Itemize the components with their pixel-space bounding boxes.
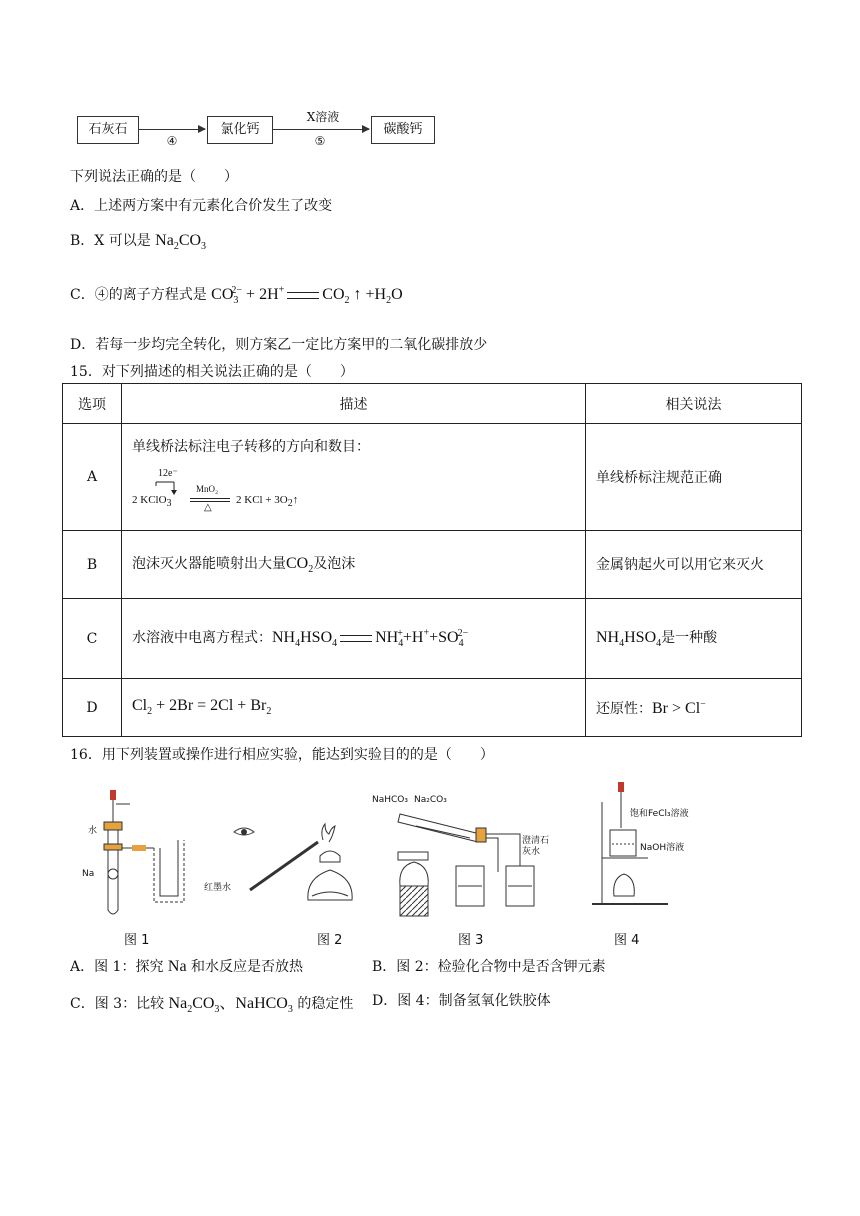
figure-4-caption: 图 4 — [614, 933, 640, 948]
single-bridge-equation — [132, 468, 372, 514]
q14-option-d: D．若每一步均完全转化，则方案乙一定比方案甲的二氧化碳排放少 — [70, 337, 488, 353]
figure-1-apparatus — [84, 790, 244, 920]
q16-option-b: B．图 2：检验化合物中是否含钾元素 — [372, 959, 606, 975]
q14-option-a: A．上述两方案中有元素化合价发生了改变 — [70, 198, 333, 214]
row-d-label: D — [63, 679, 122, 737]
flow-arrow-step5 — [273, 129, 369, 130]
fig1-ink-label: 红墨水 — [204, 883, 232, 893]
electron-count: 12e⁻ — [158, 468, 178, 479]
q16-option-a-prefix: A．图 1：探究 — [70, 959, 168, 975]
q15-stem: 15．对下列描述的相关说法正确的是（ ） — [70, 364, 354, 380]
figure-1-caption: 图 1 — [124, 933, 150, 948]
fig3-limewater-label: 澄清石灰水 — [522, 836, 550, 857]
row-c-comment — [586, 599, 802, 679]
header-description: 描述 — [122, 384, 586, 424]
row-b-description — [122, 531, 586, 599]
reactant-kclo3: 2 KClO$_3$ — [132, 494, 172, 510]
q16-option-c — [70, 990, 353, 1015]
table-row-d — [63, 679, 802, 737]
fig4-fecl3-label: 饱和FeCl₃溶液 — [630, 809, 689, 819]
ionization-equation: $NH_4HSO_4$ $NH_4^++H^++SO_4^{2-}$ — [272, 628, 469, 650]
q15-table — [62, 383, 802, 737]
row-a-description-text: 单线桥法标注电子转移的方向和数目： — [132, 439, 370, 455]
row-c-comment-suffix: 是一种酸 — [661, 630, 718, 647]
flow-step4-label: ④ — [166, 134, 178, 148]
row-c-label: C — [63, 599, 122, 679]
table-header-row — [63, 384, 802, 424]
fig3-na2co3-label: Na₂CO₃ — [414, 795, 447, 805]
flow-step5-label: ⑤ — [314, 134, 326, 148]
catalyst-mno2: MnO₂ — [196, 484, 219, 494]
ionic-equation: $CO_3^{2-} + 2H^+$ $CO_2$ ↑ $+H_2O$ — [211, 284, 403, 307]
table-row-c — [63, 599, 802, 679]
element-na: Na — [167, 958, 187, 975]
products: 2 KCl + $3O_2↑$ — [236, 494, 299, 510]
fig3-nahco3-label: NaHCO₃ — [372, 795, 408, 805]
formula-na2co3: $Na_2CO_3$ — [155, 232, 207, 253]
q14-option-b-text: B．X 可以是 — [70, 233, 156, 249]
flow-reagent-label: X溶液 — [306, 110, 340, 124]
formula-na2co3-nahco3: $Na_2CO_3$、NaHCO$_3$ — [168, 995, 293, 1016]
figure-2-caption: 图 2 — [317, 933, 343, 948]
fig4-naoh-label: NaOH溶液 — [640, 843, 685, 853]
row-c-description-prefix: 水溶液中电离方程式： — [132, 630, 272, 647]
row-b-label: B — [63, 531, 122, 599]
q16-option-c-prefix: C．图 3：比较 — [70, 996, 169, 1012]
heat-symbol: △ — [204, 502, 212, 513]
reducibility-comparison: Br > Cl− — [652, 698, 706, 717]
q16-option-c-suffix: 的稳定性 — [292, 996, 354, 1012]
formula-nh4hso4: $NH_4HSO_4$ — [596, 629, 662, 650]
q14-stem: 下列说法正确的是（ ） — [70, 169, 238, 185]
row-d-comment-prefix: 还原性： — [596, 700, 652, 717]
fig1-na-label: Na — [82, 869, 95, 879]
row-d-comment — [586, 679, 802, 737]
table-row-b — [63, 531, 802, 599]
row-a-label: A — [63, 424, 122, 531]
header-option: 选项 — [63, 384, 122, 424]
q16-stem: 16．用下列装置或操作进行相应实验，能达到实验目的的是（ ） — [70, 747, 494, 763]
flow-box-limestone: 石灰石 — [77, 116, 139, 144]
q14-option-c-text: C．④的离子方程式是 — [70, 287, 212, 303]
q16-option-a-suffix: 和水反应是否放热 — [186, 959, 304, 975]
row-b-comment: 金属钠起火可以用它来灭火 — [586, 531, 802, 599]
flow-arrow-step4 — [139, 129, 205, 130]
q16-option-a — [70, 956, 303, 976]
table-row-a — [63, 424, 802, 531]
row-d-description — [122, 679, 586, 737]
header-comment: 相关说法 — [586, 384, 802, 424]
figure-2-apparatus — [228, 820, 378, 910]
q14-option-b — [70, 230, 206, 252]
fig1-water-label: 水 — [88, 826, 98, 836]
row-a-description — [122, 424, 586, 531]
row-b-description-prefix: 泡沫灭火器能喷射出大量 — [132, 556, 286, 573]
figure-3-caption: 图 3 — [458, 933, 484, 948]
flow-box-calcium-carbonate: 碳酸钙 — [371, 116, 435, 144]
q14-option-c — [70, 284, 403, 306]
row-a-comment: 单线桥标注规范正确 — [586, 424, 802, 531]
row-b-description-suffix: 及泡沫 — [313, 556, 356, 573]
flow-box-calcium-chloride: 氯化钙 — [207, 116, 273, 144]
row-c-description — [122, 599, 586, 679]
reaction-cl2-br: $Cl_2 + 2Br = 2Cl + Br_2$ — [132, 697, 272, 718]
formula-co2: $CO_2$ — [286, 555, 314, 576]
q16-option-d: D．图 4：制备氢氧化铁胶体 — [372, 993, 551, 1009]
